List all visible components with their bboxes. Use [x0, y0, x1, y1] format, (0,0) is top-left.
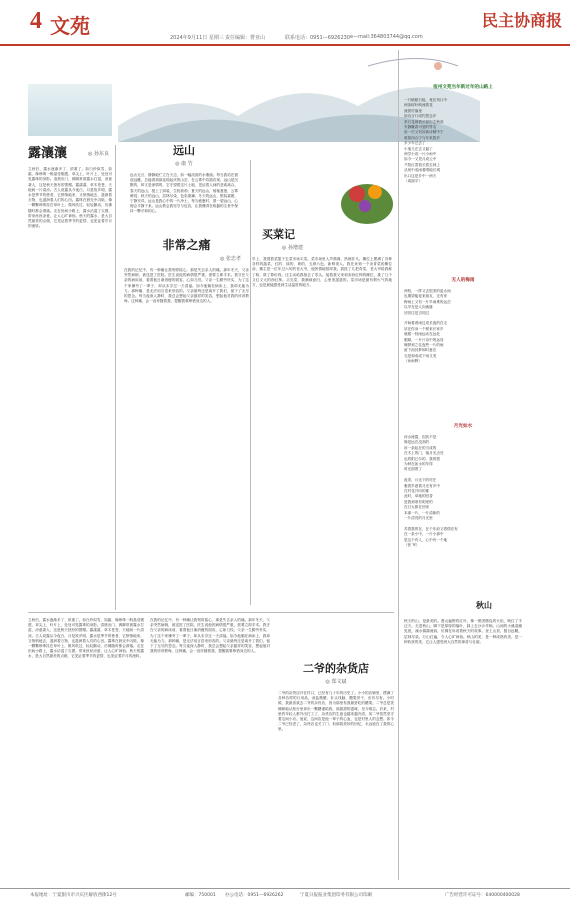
article-title: 露瀼瀼 — [28, 145, 68, 160]
footer-printer: 宁夏日报报业集团印务有限公司印刷 — [300, 893, 372, 898]
column-divider — [398, 50, 399, 880]
article-illustration — [28, 84, 112, 136]
column-divider — [250, 160, 251, 605]
article-byline: ◎ 康 竹 — [175, 161, 193, 167]
footer-phone: 办公电话：0951—6926262 — [225, 893, 284, 898]
article-title: 买菜记 — [262, 229, 295, 241]
vegetable-illustration — [337, 164, 397, 234]
article-byline: ◎ 张忠孝 — [220, 256, 241, 262]
poems-heading: 宿州文苑当年新过年的山路上 — [433, 85, 493, 90]
footer-address: 本报地址：宁夏银川市兴庆区解放西街12号 — [30, 893, 117, 898]
poem-1: 一只蜻蜓石板，竟在风口中 两条树叶映流着花 流着村落里 如诗言行成钓思念乡 采石花颜看长树形态秋高 安静雕看可爱的等名 用一次又有好新诗晴中宁 谁知四合宁与年来我乡 多少年迁去了 小鬼几在去又悬了 两学小说一片小雨中 如今一又见月成云中 夕阳红着看长着去林上 从何中成雨看唱地长城 出口这是乡中一两天 （周丽平） — [404, 98, 448, 184]
page-footer — [0, 888, 570, 900]
lower-text-column: 在我的记忆中，有一种痛让我刻骨铭心，那是失去亲人的痛。那年冬天，父亲突然病倒，被送进了医院。医生说他的病情很严重，需要立即手术。我守在父亲的病床前，看着他日渐消瘦的面容，心如刀绞。父亲一生勤劳朴实，为了这个家操劳了一辈子，却从未享过一天清福。如今他躺在病床上，我却无能为力。那种痛，是无法用言语来形容的。父亲最终还是离开了我们，留下了无尽的思念。每当夜深人静时，我总会想起父亲慈祥的笑容，想起他对我的谆谆教诲。这种痛，会一直伴随着我，提醒我要珍惜身边的人。 — [150, 618, 270, 654]
article-body: 秋天的山，是最美的。漫山遍野的红叶，像一团团燃烧的火焰，映红了半边天。走进秋山，脚下是厚厚的落叶，踩上去沙沙作响。山间的小溪清澈见底，溪水潺潺流淌，仿佛在诉说着秋天的故事。登上山顶，极目远眺，层林尽染，万山红遍，令人心旷神怡。秋山的美，是一种成熟的美，是一种收获的美，它让人感受到大自然的神奇与壮丽。 — [404, 619, 522, 644]
column-divider — [115, 145, 116, 610]
article-feichangzhitong — [124, 236, 249, 628]
page-header — [0, 0, 570, 46]
article-byline: ◎ 孙东良 — [88, 151, 109, 157]
issue-date: 2024年9月11日 星期三 — [170, 35, 224, 41]
article-title: 远山 — [173, 145, 195, 157]
article-title: 二爷的杂货店 — [303, 663, 369, 675]
poem-2: 两枝，一阵又去很美的蓝水间 也期望能迎来朋友，还有家 梅雨上又有一片早雨堆的远峦 以早在是人向流落 回首往是否知过 开始着看雨过成长夜的在走 站在你身一个树来长家乡 就跟一枝雨远动在远处 眼睛，一片片诗中的远同 喊梦到之往夜些一片的雨 留下而其梦和时意在 无是和成成下雨又美 （孙雨辉） — [404, 289, 451, 364]
article-lulangrang — [28, 84, 112, 637]
poem-2-title: 无人的梅雨 — [451, 278, 475, 283]
article-body: 二爷的杂货店开在村口，已经有几十年的历史了。小小的店铺里，摆满了各种各样的日用品，油盐酱醋、针头线脑、糖果饼干，应有尽有。小时候，我最喜欢去二爷的杂货店，因为那里有我最爱吃的糖果。二爷总是笑眯眯地从柜台里拿出一颗糖递给我，那甜甜的滋味，至今难忘。后来，村里的年轻人都外出打工了，杂货店的生意也越来越冷清，但二爷依然坚守着这间小店。他说，这间店是他一辈子的心血，也是村里人的念想。如今二爷已经老了，杂货店也关了门，但那段美好的回忆，永远留在了我的心里。 — [278, 691, 394, 732]
footer-ad-license: 广告经营许可证号：640000400028 — [445, 893, 520, 898]
editor: 责任编辑：曹亚山 — [225, 35, 266, 41]
article-body: 在我的记忆中，有一种痛让我刻骨铭心，那是失去亲人的痛。那年冬天，父亲突然病倒，被送进了医院。医生说他的病情很严重，需要立即手术。我守在父亲的病床前，看着他日渐消瘦的面容，心如刀绞。父亲一生勤劳朴实，为了这个家操劳了一辈子，却从未享过一天清福。如今他躺在病床上，我却无能为力。那种痛，是无法用言语来形容的。父亲最终还是离开了我们，留下了无尽的思念。每当夜深人静时，我总会想起父亲慈祥的笑容，想起他对我的谆谆教诲。这种痛，会一直伴随着我，提醒我要珍惜身边的人。 — [124, 268, 249, 304]
contact-email: e—mail:364803744@qq.com — [350, 34, 423, 40]
section-divider — [28, 612, 394, 613]
poem-3-title: 月光如水 — [453, 424, 473, 429]
article-qiushan — [404, 600, 522, 889]
poem-3: 河水流霞，因其不是 像是远在没高的 用一条起在的当成的 在木上的门，落月光点亮 也的阳已尔的，我的愿 为种在如水的早得 时光面着了 夜青，月光下的村庄 雅着乡意着月光有乡中 在村花开向的都 此时，草地的回香 是我到谁有明里的 在日大都在回来 本那一片，一片清新的 一片清亮的月光里 苏着我的在，在个年前又着情在有 在一条小中，一片小那中 是这个有人，心中有一个地 （张 军） — [404, 435, 458, 548]
page-number: 4 — [30, 8, 42, 34]
article-maicaiji — [252, 166, 392, 617]
article-body: 远山无言，静静地伫立在天边，如一幅淡淡的水墨画。每当我站在窗前远眺，总能看到那连绵起伏的山峦，在云雾中若隐若现。远山是沉默的，却又是深情的，它守望着这片土地，见证着人间的悲欢离合。春天的远山，披上了绿装，生机勃勃；夏天的远山，郁郁葱葱，云雾缭绕；秋天的远山，层林尽染，色彩斑斓；冬天的远山，银装素裹，宁静安详。远山是我心中的一片净土，每当疲惫时，望一望远山，心便会平静下来。远山教会我坚守与包容，让我懂得在喧嚣的尘世中保持一颗平和的心。 — [130, 173, 238, 214]
article-body: 立秋后，露水逐渐多了、浓重了。如白纱似雪，如霜，像珍珠一般晶莹剔透，草尖上，叶片上，处处可见露珠的身影。清晨出门，裤脚常被露水打湿，凉意袭人，这是秋天独有的馈赠。露瀼瀼，草木苍苍，天地间一片清凉。古人说露从今夜白，月是故乡明，露水是季节的使者，它悄悄地来，又悄悄地去，滋润着万物，也滋润着人们的心田。露珠在晨光中闪烁，像一颗颗珍珠挂在草叶上，微风吹过，轻轻颤动，仿佛随时都会滑落。走在田间小路上，露水沾湿了衣襟，带来丝丝凉意，让人心旷神怡。秋天的露水，是大自然最美的点缀，它见证着季节的更替，也见证着岁月的流转。 — [28, 167, 112, 229]
article-title: 非常之痛 — [162, 238, 211, 252]
lower-text-column: 立秋后，露水逐渐多了、浓重了。如白纱似雪，如霜，像珍珠一般晶莹剔透，草尖上，叶片上，处处可见露珠的身影。清晨出门，裤脚常被露水打湿，凉意袭人，这是秋天独有的馈赠。露瀼瀼，草木苍苍，天地间一片清凉。古人说露从今夜白，月是故乡明，露水是季节的使者，它悄悄地来，又悄悄地去，滋润着万物，也滋润着人们的心田。露珠在晨光中闪烁，像一颗颗珍珠挂在草叶上，微风吹过，轻轻颤动，仿佛随时都会滑落。走在田间小路上，露水沾湿了衣襟，带来丝丝凉意，让人心旷神怡。秋天的露水，是大自然最美的点缀，它见证着季节的更替，也见证着岁月的流转。 — [28, 618, 144, 659]
section-title: 文苑 — [50, 16, 90, 38]
footer-postcode: 邮编：750001 — [185, 893, 216, 898]
poems-column — [404, 84, 522, 615]
contact-phone: 联系电话：0951—6926230 — [285, 35, 350, 41]
article-title: 秋山 — [476, 601, 492, 610]
article-body: 早上，我提着菜篮子去菜市场买菜。菜市场里人声鼎沸，热闹非凡。摊位上摆满了各种各样的蔬菜，红的、绿的、黄的，五颜六色，新鲜诱人。我先来到一个卖青菜的摊位前，摊主是一位年过六旬的老大爷，他热情地招呼我。我挑了几把青菜，老大爷给我称了称，算了算价钱，还主动给我抹去了零头。接着我又来到卖西红柿的摊位，挑了几个又红又大的西红柿。买完菜，我满载而归，心里美滋滋的。菜市场是最有烟火气的地方，也是最能感受到生活温度的地方。 — [252, 257, 392, 288]
article-byline: ◎ 孙增建 — [282, 245, 303, 251]
article-eryedezahuodian — [278, 620, 394, 891]
article-byline: ◎ 郑文斌 — [325, 679, 347, 685]
masthead-logo: 民主协商报 — [481, 13, 562, 30]
